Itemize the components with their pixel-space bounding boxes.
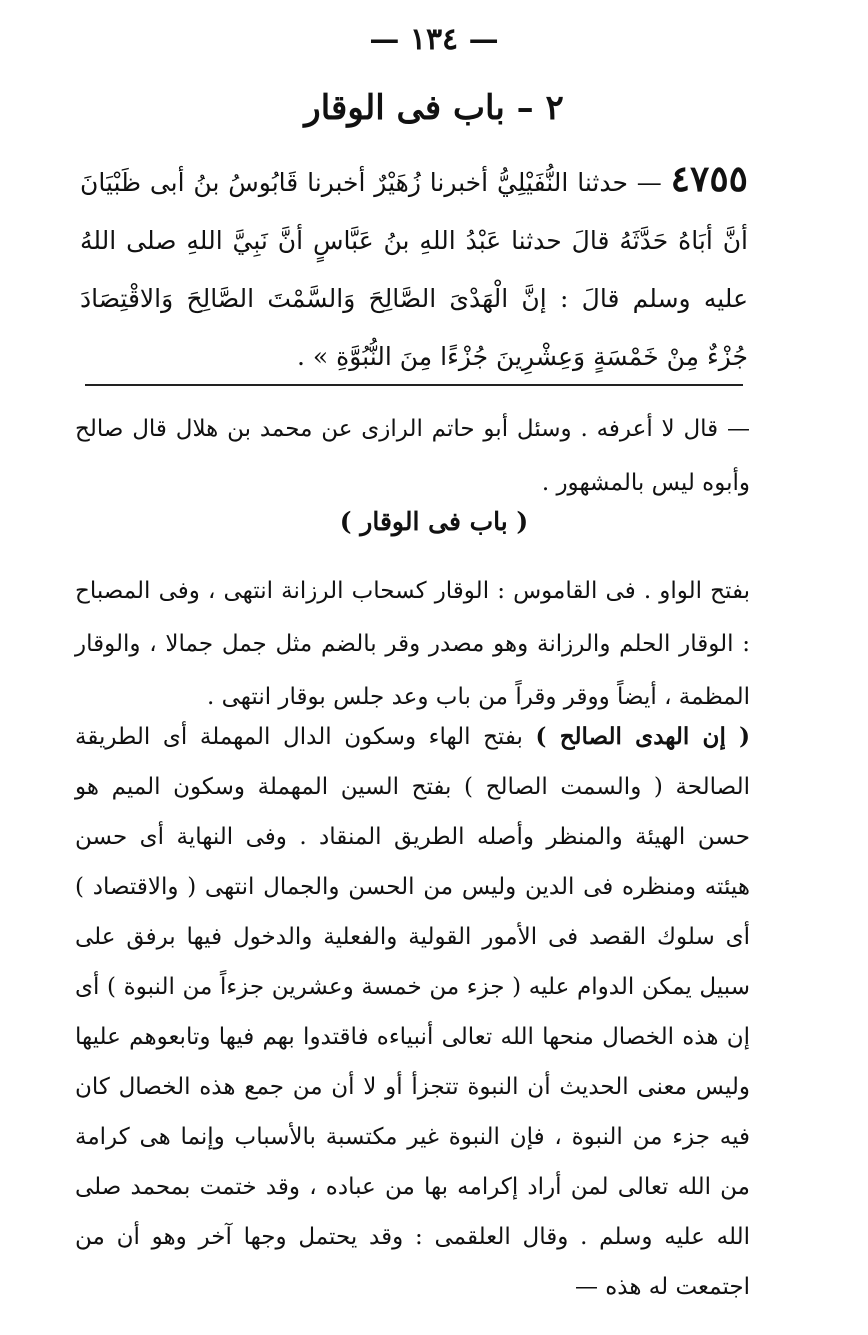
chapter-title: ٢ – باب فى الوقار [304,88,564,128]
hadith-number: ٤٧٥٥ [670,158,749,200]
hadith-block [80,150,748,386]
footnote-text: — قال لا أعرفه . وسئل أبو حاتم الرازى عن محمد بن هلال قال صالح وأبوه ليس بالمشهور . [75,416,750,496]
commentary-paragraph [75,712,750,1312]
hadith-text: — حدثنا النُّفَيْلِيُّ أخبرنا زُهَيْرٌ أخبرنا قَابُوسُ بنُ أبى ظَبْيَانَ أنَّ أبَاهُ حَدَّثَهُ قالَ حدثنا عَبْدُ اللهِ بنُ عَبَّاسٍ أنَّ نَبِيَّ اللهِ صلى اللهُ عليه وسلم قالَ : إنَّ الْهَدْىَ الصَّالِحَ وَالسَّمْتَ الصَّالِحَ وَالاقْتِصَادَ جُزْءٌ مِنْ خَمْسَةٍ وَعِشْرِينَ جُزْءًا مِنَ النُّبُوَّةِ » . [80,168,748,371]
section-heading: ( باب فى الوقار ) [339,507,529,536]
lexical-paragraph: بفتح الواو . فى القاموس : الوقار كسحاب الرزانة انتهى ، وفى المصباح : الوقار الحلم والرزانة وهو مصدر وقر بالضم مثل جمل جمالا ، والوقار المظمة ، أيضاً ووقر وقراً من باب وعد جلس بوقار انتهى . [75,578,750,710]
page-number: — ١٣٤ — [369,22,499,57]
footnote-divider [85,384,743,386]
commentary-lead: ( إن الهدى الصالح ) [535,723,751,750]
commentary-text: بفتح الهاء وسكون الدال المهملة أى الطريقة الصالحة ( والسمت الصالح ) بفتح السين المهملة وسكون الميم هو حسن الهيئة والمنظر وأصله الطريق المنقاد . وفى النهاية أى حسن هيئته ومنظره فى الدين وليس من الحسن والجمال انتهى ( والاقتصاد ) أى سلوك القصد فى الأمور القولية والفعلية والدخول فيها برفق على سبيل يمكن الدوام عليه ( جزء من خمسة وعشرين جزءاً من النبوة ) أى إن هذه الخصال منحها الله تعالى أنبياءه فاقتدوا بهم فيها وتابعوهم عليها وليس معنى الحديث أن النبوة تتجزأ أو لا أن من جمع هذه الخصال كان فيه جزء من النبوة ، فإن النبوة غير مكتسبة بالأسباب وإنما هى كرامة من الله تعالى لمن أراد إكرامه بها من عباده ، وقد ختمت بمحمد صلى الله عليه وسلم . وقال العلقمى : وقد يحتمل وجها آخر وهو أن من اجتمعت له هذه — [75,724,750,1300]
